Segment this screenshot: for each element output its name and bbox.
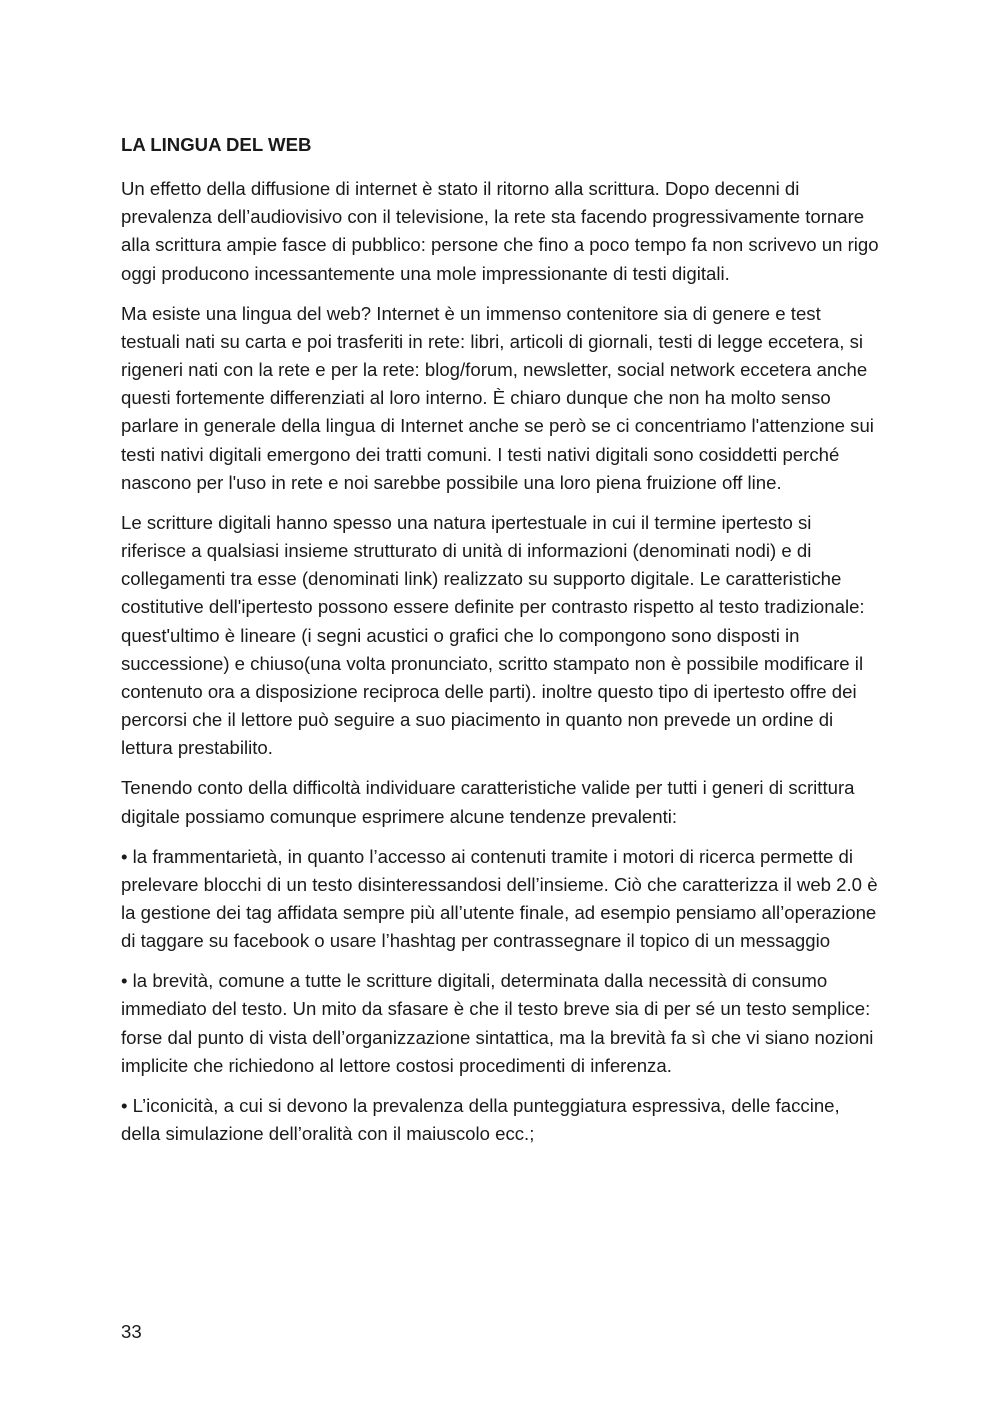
document-page [121,134,881,1160]
paragraph-intro: Un effetto della diffusione di internet è stato il ritorno alla scrittura. Dopo decenni di prevalenza dell’audiovisivo con il televisione, la rete sta facendo progressivamente tornare alla scrittura ampie fasce di pubblico: persone che fino a poco tempo fa non scrivevo un rigo oggi producono incessantemente una mole impressionante di testi digitali. [121,178,879,284]
paragraph-hypertext: Le scritture digitali hanno spesso una natura ipertestuale in cui il termine ipertesto si riferisce a qualsiasi insieme strutturato di unità di informazioni (denominati nodi) e di collegamenti tra esse (denominati link) realizzato su supporto digitale. Le caratteristiche costitutive dell'ipertesto possono essere definite per contrasto rispetto al testo tradizionale: quest'ultimo è lineare (i segni acustici o grafici che lo compongono sono disposti in successione) e chiuso(una volta pronunciato, scritto stampato non è possibile modificare il contenuto ora a disposizione reciproca delle parti). inoltre questo tipo di ipertesto offre dei percorsi che il lettore può seguire a suo piacimento in quanto non prevede un ordine di lettura prestabilito. [121,511,865,759]
bullet-brevity: • la brevità, comune a tutte le scritture digitali, determinata dalla necessità di consumo immediato del testo. Un mito da sfasare è che il testo breve sia di per sé un testo semplice: forse dal punto di vista dell’organizzazione sintattica, ma la brevità fa sì che vi siano nozioni implicite che richiedono al lettore costosi procedimenti di inferenza. [121,970,874,1076]
paragraph-web-language: Ma esiste una lingua del web? Internet è un immenso contenitore sia di genere e test testuali nati su carta e poi trasferiti in rete: libri, articoli di giornali, testi di legge eccetera, si rigeneri nati con la rete e per la rete: blog/forum, newsletter, social network eccetera anche questi fortemente differenziati al loro interno. È chiaro dunque che non ha molto senso parlare in generale della lingua di Internet anche se però se ci concentriamo l'attenzione sui testi nativi digitali emergono dei tratti comuni. I testi nativi digitali sono cosiddetti perché nascono per l'uso in rete e noi sarebbe possibile una loro piena fruizione off line. [121,302,874,493]
page-number: 33 [121,1321,142,1342]
bullet-fragmentation: • la frammentarietà, in quanto l’accesso ai contenuti tramite i motori di ricerca permette di prelevare blocchi di un testo disinteressandosi dell’insieme. Ciò che caratterizza il web 2.0 è la gestione dei tag affidata sempre più all’utente finale, ad esempio pensiamo all’operazione di taggare su facebook o usare l’hashtag per contrassegnare il topico di un messaggio [121,845,878,952]
bullet-iconicity: • L’iconicità, a cui si devono la prevalenza della punteggiatura espressiva, delle faccine, della simulazione dell’oralità con il maiuscolo ecc.; [121,1094,840,1145]
document-title: LA LINGUA DEL WEB [121,134,312,155]
paragraph-trends-intro: Tenendo conto della difficoltà individuare caratteristiche valide per tutti i generi di scrittura digitale possiamo comunque esprimere alcune tendenze prevalenti: [121,777,855,827]
